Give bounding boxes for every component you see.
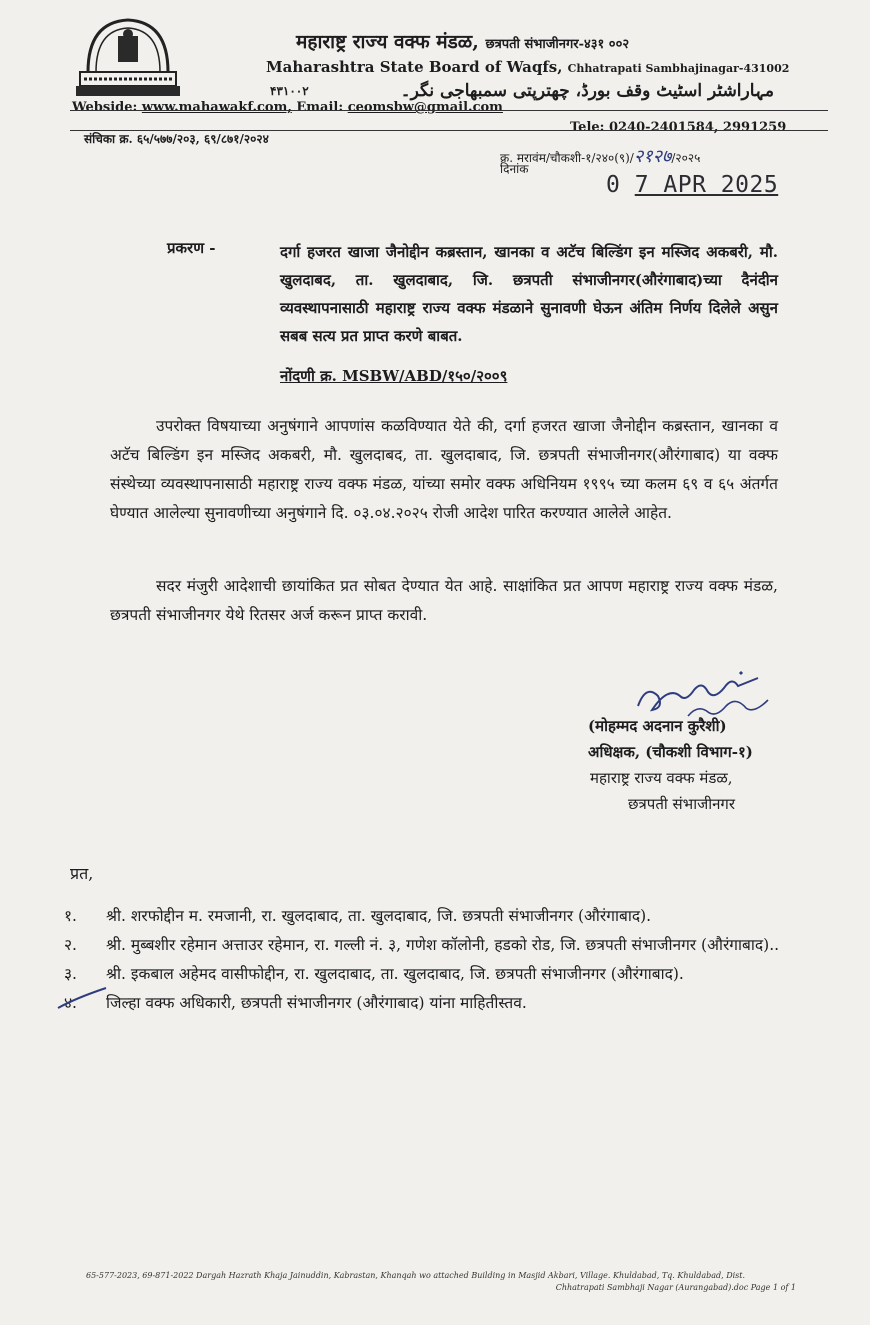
handwritten-tick-mark: [56, 986, 108, 1010]
board-name-urdu: مہاراشٹر اسٹیٹ وقف بورڈ، چھترپتی سمبھاجی نگر۔: [400, 81, 774, 101]
recipients-list: [64, 902, 794, 1018]
website-label: Webside:: [72, 100, 138, 115]
page-footer: [86, 1270, 796, 1294]
website-link[interactable]: www.mahawakf.com,: [141, 100, 292, 115]
list-item-text: श्री. इकबाल अहेमद वासीफोद्दीन, रा. खुलदाबाद, ता. खुलदाबाद, जि. छत्रपती संभाजीनगर (औरंगाबाद).: [106, 965, 684, 983]
board-city-marathi: छत्रपती संभाजीनगर-४३१ ००२: [485, 37, 630, 52]
list-item-text: श्री. मुब्बशीर रहेमान अत्ताउर रहेमान, रा. गल्ली नं. ३, गणेश कॉलोनी, हडको रोड, जि. छत्रपती संभाजीनगर (औरंगाबाद)..: [106, 936, 780, 954]
date-stamp-text: 7 APR 2025: [634, 172, 779, 198]
signatory-organization: महाराष्ट्र राज्य वक्फ मंडळ,: [590, 769, 733, 787]
contact-web-email: [72, 100, 503, 115]
signatory-city: छत्रपती संभाजीनगर: [628, 795, 736, 813]
date-label: दिनांक: [500, 162, 529, 176]
body-paragraph-2: सदर मंजुरी आदेशाची छायांकित प्रत सोबत देण्यात येत आहे. साक्षांकित प्रत आपण महाराष्ट्र राज्य वक्फ मंडळ, छत्रपती संभाजीनगर येथे रितसर अर्ज करून प्राप्त करावी.: [110, 577, 778, 624]
board-pin-urdu: ۴۳۱۰۰۲: [270, 84, 309, 98]
board-name-marathi-text: महाराष्ट्र राज्य वक्फ मंडळ,: [296, 31, 479, 53]
board-city-english: Chhatrapati Sambhajinagar-431002: [567, 62, 790, 75]
copy-to-label: प्रत,: [70, 864, 94, 883]
list-item: [64, 989, 794, 1017]
list-item-text: जिल्हा वक्फ अधिकारी, छत्रपती संभाजीनगर (औरंगाबाद) यांना माहितीस्तव.: [106, 994, 527, 1012]
list-item-number: १.: [64, 907, 77, 925]
date-stamp-prefix: 0: [606, 172, 621, 198]
list-item-text: श्री. शरफोद्दीन म. रमजानी, रा. खुलदाबाद, ता. खुलदाबाद, जि. छत्रपती संभाजीनगर (औरंगाबाद).: [106, 907, 652, 925]
board-name-english-text: Maharashtra State Board of Waqfs,: [266, 58, 563, 76]
registration-number: नोंदणी क्र. MSBW/ABD/१५०/२००९: [280, 367, 508, 385]
outward-number-handwritten: २१२७: [633, 146, 672, 167]
header-divider-top: [70, 110, 828, 111]
outward-number-prefix: क्र. मरावंम/चौकशी-१/२४०(९)/: [500, 151, 634, 165]
email-label: Email:: [296, 100, 344, 115]
board-name-english: [266, 58, 789, 76]
footer-line-2: Chhatrapati Sambhaji Nagar (Aurangabad).doc Page 1 of 1: [555, 1283, 796, 1292]
telephone: Tele: 0240-2401584, 2991259: [570, 120, 787, 135]
date-stamp: [606, 172, 778, 198]
list-item: [64, 960, 794, 988]
list-item: [64, 902, 794, 930]
list-item-number: ३.: [64, 965, 77, 983]
signatory-designation: अधिक्षक, (चौकशी विभाग-१): [588, 743, 753, 761]
list-item: [64, 931, 794, 959]
board-name-marathi: [296, 28, 629, 54]
file-reference: संचिका क्र. ६५/५७७/२०३, ६९/८७१/२०२४: [84, 132, 269, 146]
list-item-number: २.: [64, 936, 77, 954]
outward-number: [500, 144, 700, 168]
body-paragraph-1: उपरोक्त विषयाच्या अनुषंगाने आपणांस कळविण्यात येते की, दर्गा हजरत खाजा जैनोद्दीन कब्रस्तान, खानका व अटॅच बिल्डिंग इन मस्जिद अकबरी, मौ. खुलदाबद, ता. खुलदाबाद, जि. छत्रपती संभाजीनगर(औरंगाबाद) या वक्फ संस्थेच्या व्यवस्थापनासाठी महाराष्ट्र राज्य वक्फ मंडळ, यांच्या समोर वक्फ अधिनियम १९९५ च्या कलम ६९ व ६५ अंतर्गत घेण्यात आलेल्या सुनावणीच्या अनुषंगाने दि. ०३.०४.२०२५ रोजी आदेश पारित करण्यात आलेले आहेत.: [110, 417, 778, 522]
subject-text: दर्गा हजरत खाजा जैनोद्दीन कब्रस्तान, खानका व अटॅच बिल्डिंग इन मस्जिद अकबरी, मौ. खुलदाबद, ता. खुलदाबाद, जि. छत्रपती संभाजीनगर(औरंगाबाद)च्या दैनंदीन व्यवस्थापनासाठी महाराष्ट्र राज्य वक्फ मंडळाने सुनावणी घेऊन अंतिम निर्णय दिलेले असुन सबब सत्य प्रत प्राप्त करणे बाबत.: [280, 243, 778, 345]
subject-label: प्रकरण -: [167, 239, 216, 257]
signatory-name: (मोहम्मद अदनान कुरैशी): [588, 717, 727, 735]
board-emblem-logo: [74, 14, 182, 102]
outward-number-suffix: /२०२५: [671, 151, 701, 165]
email-link[interactable]: ceomsbw@gmail.com: [347, 100, 503, 115]
list-item-number: ४.: [64, 994, 77, 1012]
footer-line-1: 65-577-2023, 69-871-2022 Dargah Hazrath Khaja Jainuddin, Kabrastan, Khanqah wo attached Building in Masjid Akbari, Village. Khuldabad, Tq. Khuldabad, Dist.: [86, 1271, 746, 1280]
